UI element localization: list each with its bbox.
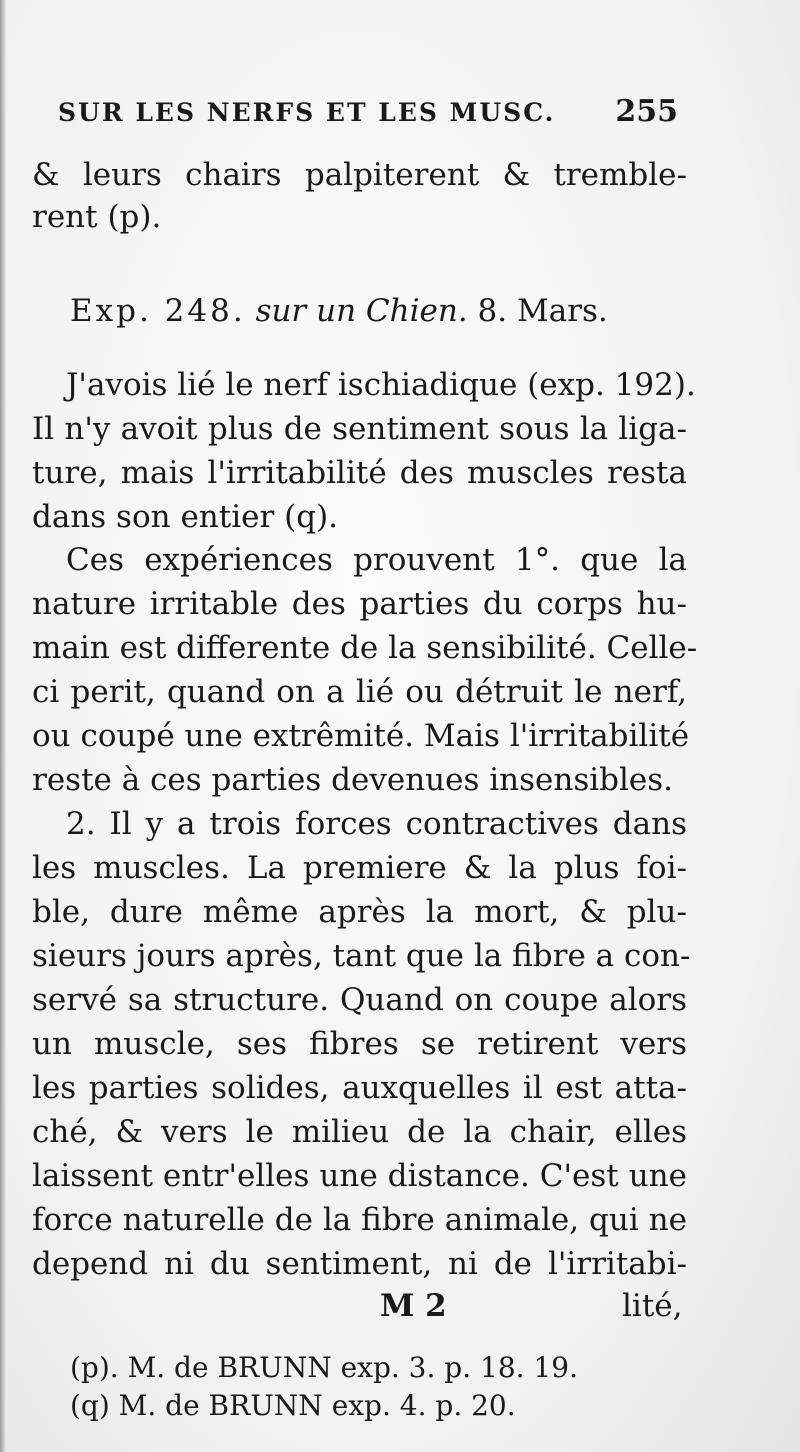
signature-mark: M 2 bbox=[380, 1288, 447, 1324]
text-line: dans son entier (q). bbox=[32, 499, 339, 535]
experiment-subject: sur un Chien. bbox=[255, 293, 468, 329]
footnote: (p). M. de BRUNN exp. 3. p. 18. 19. bbox=[70, 1351, 578, 1384]
text-line: reste à ces parties devenues insensibles. bbox=[32, 762, 674, 798]
text-line: les muscles. La premiere & la plus foi- bbox=[32, 850, 687, 886]
text-line: nature irritable des parties du corps hu- bbox=[32, 586, 687, 622]
text-line: ci perit, quand on a lié ou détruit le nerf, bbox=[32, 674, 687, 710]
text-line: main est differente de la sensibilité. Celle- bbox=[32, 630, 698, 666]
text-line: les parties solides, auxquelles il est atta- bbox=[32, 1070, 687, 1106]
experiment-heading bbox=[70, 291, 650, 331]
text-line: Ces expériences prouvent 1°. que la bbox=[66, 542, 687, 578]
experiment-label: Exp. 248. bbox=[70, 293, 246, 329]
text-line: ture, mais l'irritabilité des muscles resta bbox=[32, 455, 687, 491]
text-line: depend ni du sentiment, ni de l'irritabi- bbox=[32, 1246, 687, 1282]
text-line: ou coupé une extrêmité. Mais l'irritabilité bbox=[32, 718, 690, 754]
text-line: ché, & vers le milieu de la chair, elles bbox=[32, 1114, 687, 1150]
text-line: sieurs jours après, tant que la fibre a con- bbox=[32, 938, 691, 974]
text-line: laissent entr'elles une distance. C'est une bbox=[32, 1158, 687, 1194]
text-line: 2. Il y a trois forces contractives dans bbox=[66, 806, 687, 842]
page-header bbox=[58, 94, 678, 134]
text-line: un muscle, ses fibres se retirent vers bbox=[32, 1026, 687, 1062]
experiment-date: 8. Mars. bbox=[477, 293, 608, 329]
catchword: lité, bbox=[622, 1288, 683, 1324]
text-line: rent (p). bbox=[32, 199, 162, 235]
footnote: (q) M. de BRUNN exp. 4. p. 20. bbox=[70, 1389, 516, 1422]
text-line: servé sa structure. Quand on coupe alors bbox=[32, 982, 687, 1018]
page-edge-shadow bbox=[0, 0, 6, 1452]
text-line: J'avois lié le nerf ischiadique (exp. 192). bbox=[66, 367, 696, 403]
running-head: SUR LES NERFS ET LES MUSC. bbox=[58, 98, 556, 127]
text-line: ble, dure même après la mort, & plu- bbox=[32, 894, 687, 930]
text-line: Il n'y avoit plus de sentiment sous la liga- bbox=[32, 411, 687, 447]
page-number: 255 bbox=[615, 94, 678, 129]
text-line: force naturelle de la fibre animale, qui ne bbox=[32, 1202, 687, 1238]
text-line: & leurs chairs palpiterent & tremble- bbox=[32, 157, 687, 193]
